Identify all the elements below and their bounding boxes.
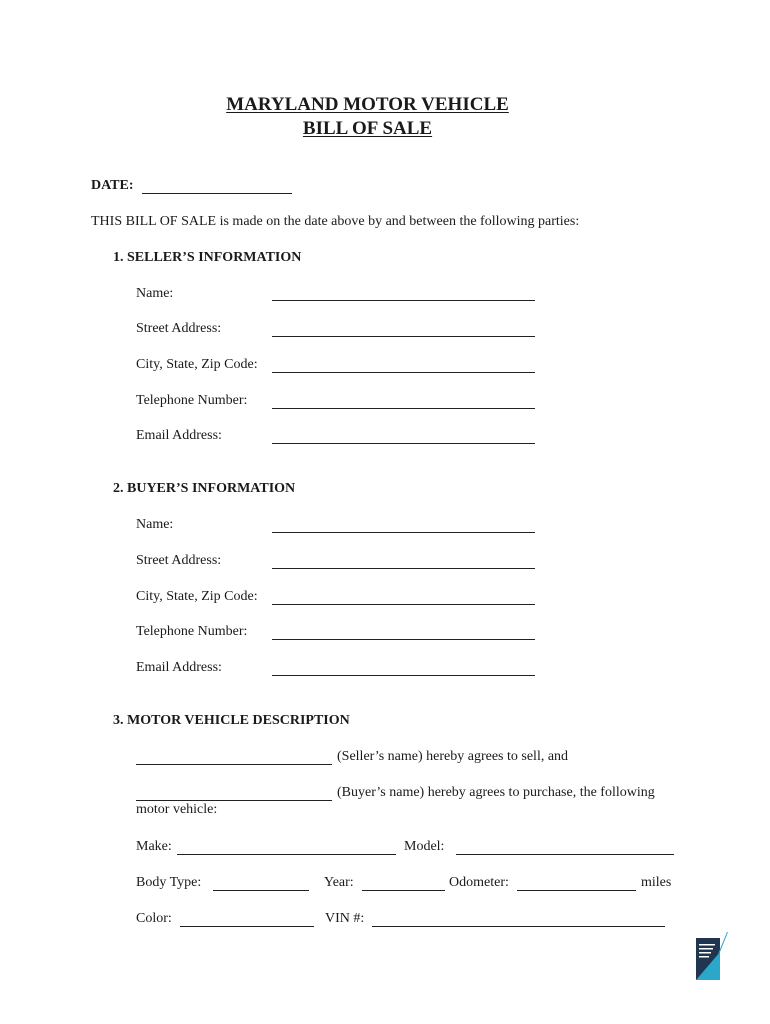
seller-name-field[interactable] <box>272 286 535 301</box>
buyer-phone-label: Telephone Number: <box>136 624 248 639</box>
seller-phone-label: Telephone Number: <box>136 393 248 408</box>
date-label: DATE: <box>91 178 134 193</box>
seller-city-label: City, State, Zip Code: <box>136 357 258 372</box>
model-field[interactable] <box>456 840 674 855</box>
doc-title-line2: BILL OF SALE <box>302 118 433 139</box>
buyer-email-label: Email Address: <box>136 660 222 675</box>
vin-label: VIN #: <box>325 911 365 926</box>
doc-title-line1: MARYLAND MOTOR VEHICLE <box>226 94 509 115</box>
document-logo-icon <box>694 930 728 982</box>
make-field[interactable] <box>177 840 396 855</box>
year-field[interactable] <box>362 876 445 891</box>
buyer-heading: 2. BUYER’S INFORMATION <box>113 481 296 496</box>
color-label: Color: <box>136 911 172 926</box>
seller-name-label: Name: <box>136 286 174 301</box>
seller-street-field[interactable] <box>272 322 535 337</box>
buyer-street-field[interactable] <box>272 554 535 569</box>
buyer-name-label: Name: <box>136 517 174 532</box>
make-label: Make: <box>136 839 172 854</box>
buyer-city-field[interactable] <box>272 590 535 605</box>
odometer-field[interactable] <box>517 876 636 891</box>
seller-name-sign-field[interactable] <box>136 750 332 765</box>
color-field[interactable] <box>180 912 314 927</box>
seller-city-field[interactable] <box>272 358 535 373</box>
date-field[interactable] <box>142 179 292 194</box>
buyer-city-label: City, State, Zip Code: <box>136 589 258 604</box>
buyer-name-field[interactable] <box>272 518 535 533</box>
vehicle-heading: 3. MOTOR VEHICLE DESCRIPTION <box>113 713 350 728</box>
miles-label: miles <box>641 875 672 890</box>
buyer-phone-field[interactable] <box>272 625 535 640</box>
buyer-clause-continued: motor vehicle: <box>136 802 218 817</box>
buyer-email-field[interactable] <box>272 661 535 676</box>
buyer-clause: (Buyer’s name) hereby agrees to purchase, the following <box>337 785 655 800</box>
intro-text: THIS BILL OF SALE is made on the date above by and between the following parties: <box>91 214 580 229</box>
body-type-label: Body Type: <box>136 875 202 890</box>
model-label: Model: <box>404 839 445 854</box>
seller-heading: 1. SELLER’S INFORMATION <box>113 250 302 265</box>
seller-email-field[interactable] <box>272 429 535 444</box>
seller-phone-field[interactable] <box>272 394 535 409</box>
odometer-label: Odometer: <box>449 875 509 890</box>
buyer-street-label: Street Address: <box>136 553 222 568</box>
seller-street-label: Street Address: <box>136 321 222 336</box>
vin-field[interactable] <box>372 912 665 927</box>
body-type-field[interactable] <box>213 876 309 891</box>
seller-clause: (Seller’s name) hereby agrees to sell, and <box>337 749 569 764</box>
seller-email-label: Email Address: <box>136 428 222 443</box>
year-label: Year: <box>324 875 354 890</box>
buyer-name-sign-field[interactable] <box>136 786 332 801</box>
